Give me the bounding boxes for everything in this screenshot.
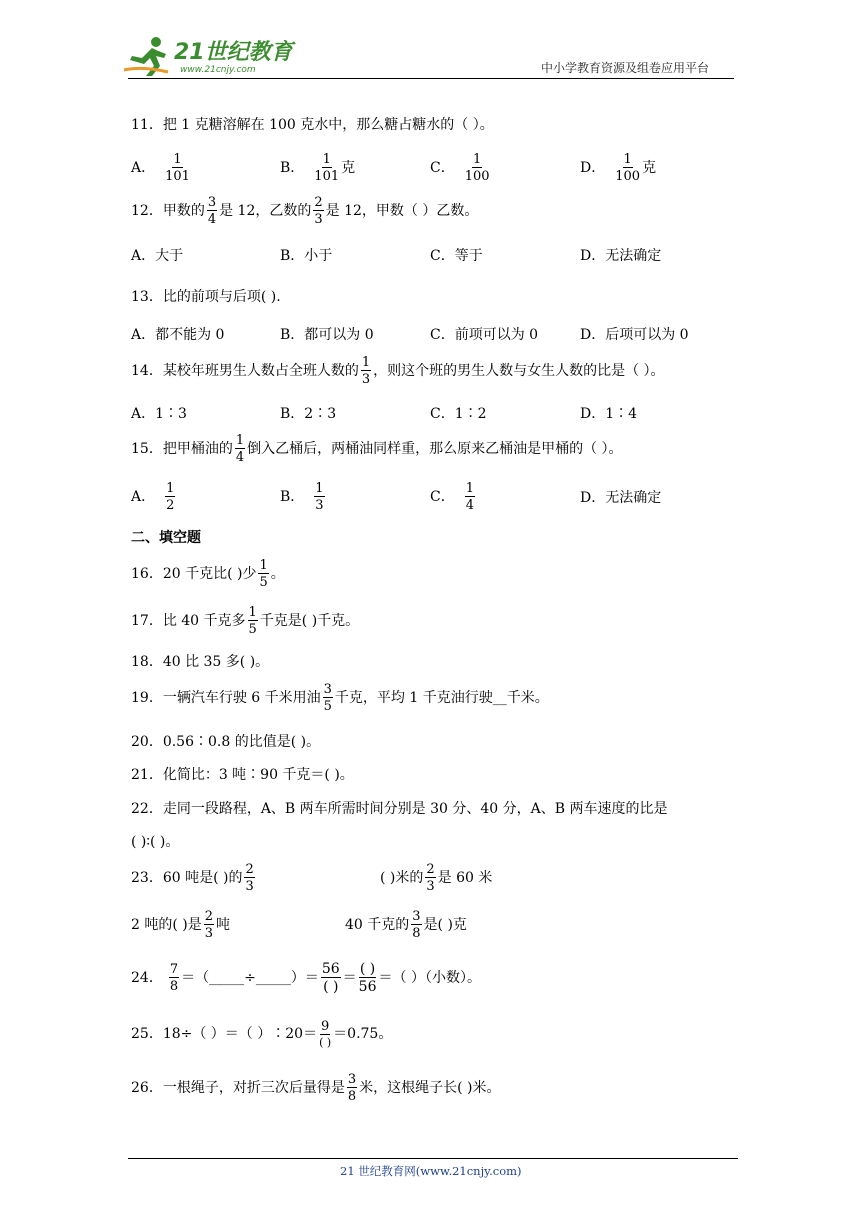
q15-option-d: D．无法确定 [580, 490, 662, 506]
question-23-part4: 40 千克的 $\frac{3}{8}$ 是( )克 [345, 909, 467, 941]
question-14: 14．某校年班男生人数占全班人数的 $\frac{1}{3}$ ，则这个班的男生人数与女生人数的比是（ ）。 [131, 355, 665, 387]
q15-option-a: A． $\frac{1}{2}$ [131, 481, 175, 513]
question-11: 11．把 1 克糖溶解在 100 克水中，那么糖占糖水的（ ）。 [131, 117, 494, 133]
question-15: 15．把甲桶油的 $\frac{1}{4}$ 倒入乙桶后，两桶油同样重，那么原来乙桶油是甲桶的（ ）。 [131, 433, 623, 465]
question-22-line2: ( )∶( )。 [131, 834, 180, 850]
question-13: 13．比的前项与后项( ). [131, 289, 281, 305]
header-right-text: 中小学教育资源及组卷应用平台 [541, 61, 710, 75]
runner-logo-icon [122, 34, 172, 78]
q14-option-d: D．1∶4 [580, 406, 638, 422]
q11-option-b: B． $\frac{1}{101}$ 克 [280, 152, 356, 184]
question-22-line1: 22．走同一段路程，A、B 两车所需时间分别是 30 分、40 分，A、B 两车速度的比是 [131, 801, 668, 817]
q11-option-c: C． $\frac{1}{100}$ [430, 152, 490, 184]
question-23-line2: 2 吨的( )是 $\frac{2}{3}$ 吨 [131, 909, 231, 941]
question-23-part2: ( )米的 $\frac{2}{3}$ 是 60 米 [380, 862, 493, 894]
q13-option-a: A．都不能为 0 [131, 327, 225, 343]
q14-option-c: C．1∶2 [430, 406, 487, 422]
q15-option-b: B． $\frac{1}{3}$ [280, 481, 324, 513]
q12-option-b: B．小于 [280, 248, 333, 264]
q15-option-c: C． $\frac{1}{4}$ [430, 481, 474, 513]
question-19: 19．一辆汽车行驶 6 千米用油 $\frac{3}{5}$ 千克，平均 1 千克油行驶__千米。 [131, 682, 549, 714]
q13-option-c: C．前项可以为 0 [430, 327, 539, 343]
q12-option-a: A．大于 [131, 248, 184, 264]
q12-option-d: D．无法确定 [580, 248, 662, 264]
q12-option-c: C．等于 [430, 248, 483, 264]
question-18: 18．40 比 35 多( )。 [131, 654, 270, 670]
question-25: 25．18÷（ ）＝（ ）∶20＝ $\frac{9}{( )}$ ＝0.75。 [131, 1019, 393, 1049]
question-21: 21．化简比：3 吨∶90 千克＝( )。 [131, 767, 354, 783]
section-title: 二、填空题 [131, 530, 201, 546]
question-20: 20．0.56∶0.8 的比值是( )。 [131, 734, 321, 750]
footer-link[interactable]: 21 世纪教育网(www.21cnjy.com) [340, 1164, 522, 1178]
question-26: 26．一根绳子，对折三次后量得是 $\frac{3}{8}$ 米，这根绳子长( )米。 [131, 1072, 501, 1104]
question-17: 17．比 40 千克多 $\frac{1}{5}$ 千克是( )千克。 [131, 605, 360, 637]
q11-option-d: D． $\frac{1}{100}$ 克 [580, 152, 657, 184]
q13-option-b: B．都可以为 0 [280, 327, 374, 343]
logo-text: 21世纪教育 [174, 40, 293, 65]
q13-option-d: D．后项可以为 0 [580, 327, 689, 343]
question-23-line1: 23．60 吨是( )的 $\frac{2}{3}$ [131, 862, 254, 894]
logo-url: www.21cnjy.com [180, 65, 256, 75]
q14-option-a: A．1∶3 [131, 406, 187, 422]
question-16: 16．20 千克比( )少 $\frac{1}{5}$ 。 [131, 558, 285, 590]
question-12: 12．甲数的 $\frac{3}{4}$ 是 12，乙数的 $\frac{2}{3}$ 是 12，甲数（ ）乙数。 [131, 195, 479, 227]
q14-option-b: B．2∶3 [280, 406, 337, 422]
q11-option-a: A． $\frac{1}{101}$ [131, 152, 190, 184]
footer-rule [128, 1158, 738, 1159]
question-24: 24． $\frac{7}{8}$ ＝（_____÷_____）＝ $\frac{56}{( )}$ ＝ $\frac{( )}{56}$ ＝（ ）（小数）。 [131, 961, 481, 995]
header-rule [128, 78, 734, 79]
